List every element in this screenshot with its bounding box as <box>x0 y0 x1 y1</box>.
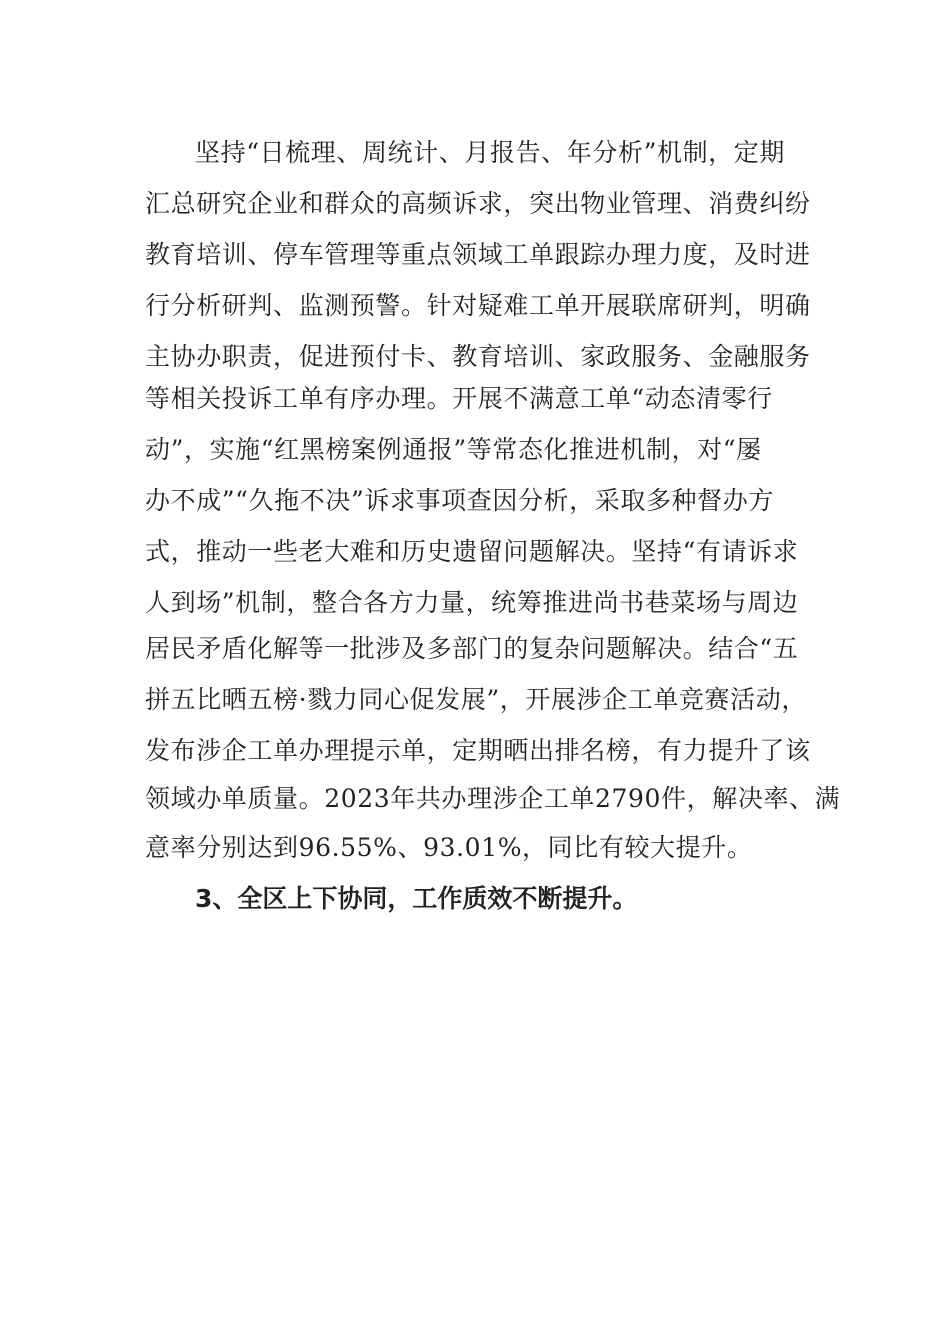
paragraph-line-14: 领域办单质量。2023年共办理涉企工单2790件，解决率、满 <box>145 784 841 813</box>
paragraph-line-10: 人到场”机制，整合各方力量，统筹推进尚书巷菜场与周边 <box>145 588 799 617</box>
paragraph-line-15: 意率分别达到96.55%、93.01%，同比有较大提升。 <box>145 833 753 862</box>
paragraph-line-8: 办不成”“久拖不决”诉求事项查因分析，采取多种督办方 <box>145 486 774 515</box>
paragraph-line-11: 居民矛盾化解等一批涉及多部门的复杂问题解决。结合“五 <box>145 634 799 663</box>
paragraph-line-7: 动”，实施“红黑榜案例通报”等常态化推进机制，对“屡 <box>145 435 762 464</box>
paragraph-line-1: 坚持“日梳理、周统计、月报告、年分析”机制，定期 <box>195 138 785 167</box>
paragraph-line-9: 式，推动一些老大难和历史遗留问题解决。坚持“有请诉求 <box>145 537 799 566</box>
paragraph-line-5: 主协办职责，促进预付卡、教育培训、家政服务、金融服务 <box>145 342 811 371</box>
paragraph-line-4: 行分析研判、监测预警。针对疑难工单开展联席研判，明确 <box>145 291 811 320</box>
section-heading: 3、全区上下协同，工作质效不断提升。 <box>195 884 638 913</box>
paragraph-line-6: 等相关投诉工单有序办理。开展不满意工单“动态清零行 <box>145 384 773 413</box>
paragraph-line-13: 发布涉企工单办理提示单，定期晒出排名榜，有力提升了该 <box>145 736 811 765</box>
paragraph-line-12: 拼五比晒五榜·戮力同心促发展”，开展涉企工单竞赛活动， <box>145 685 807 714</box>
paragraph-line-3: 教育培训、停车管理等重点领域工单跟踪办理力度，及时进 <box>145 240 811 269</box>
paragraph-line-2: 汇总研究企业和群众的高频诉求，突出物业管理、消费纠纷 <box>145 189 811 218</box>
